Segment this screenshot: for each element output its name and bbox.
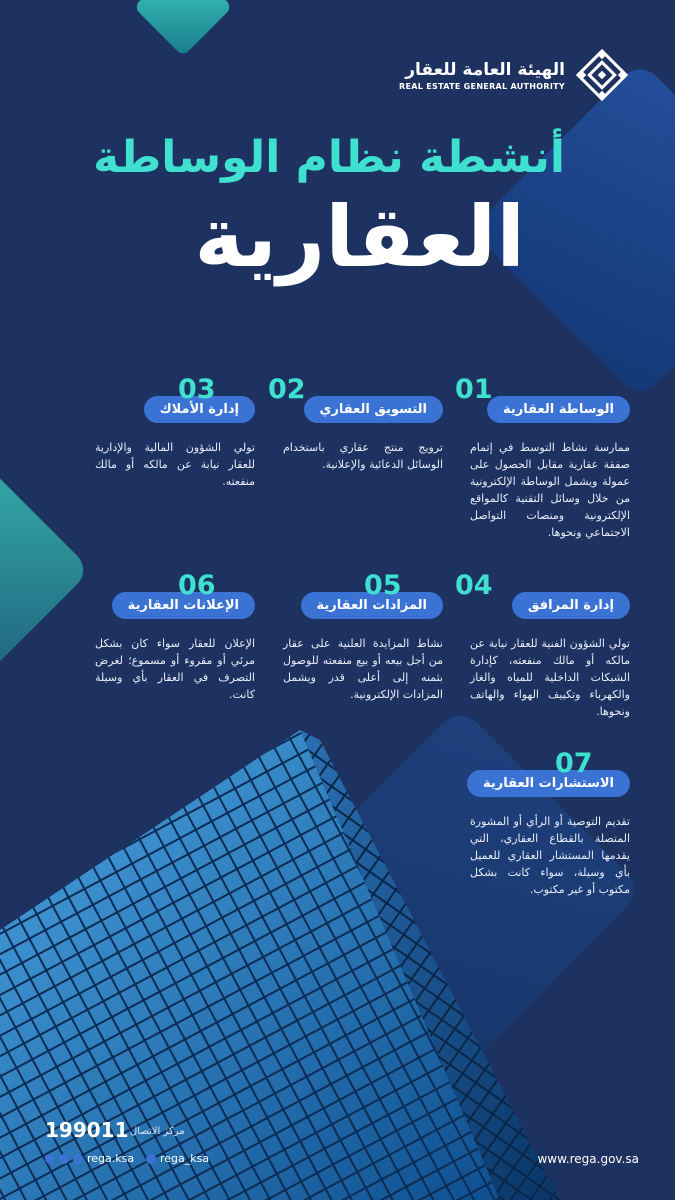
activity-number: 04 <box>455 570 493 601</box>
hotline-number[interactable]: 199011 <box>45 1118 129 1142</box>
activity-card-04 <box>455 570 630 720</box>
activity-card-06 <box>80 570 255 703</box>
logo-english-name: REAL ESTATE GENERAL AUTHORITY <box>399 81 565 91</box>
social-handle-text: rega_ksa <box>160 1152 210 1165</box>
logo-emblem-icon <box>575 48 629 102</box>
footer <box>0 1110 675 1200</box>
activity-description: نشاط المزايدة العلنية على عقار من أجل بيعه أو بيع منفعته للوصول بثمنه إلى أعلى قدر ويشمل المزادات الإلكترونية. <box>283 637 443 701</box>
social-media-icon <box>73 1154 83 1164</box>
activity-card-05 <box>268 570 443 703</box>
authority-logo <box>399 48 629 102</box>
activity-description: تقديم التوصية أو الرأي أو المشورة المتصلة بالقطاع العقاري، التي يقدمها المستشار العقاري للعميل بأي وسيلة، سواء كانت بشكل مكتوب أو غير مكتوب. <box>470 815 630 896</box>
activity-label: الإعلانات العقارية <box>112 592 255 619</box>
activity-card-02 <box>268 374 443 473</box>
social-media-icon <box>59 1154 69 1164</box>
activity-label: الاستشارات العقارية <box>467 770 630 797</box>
activity-number: 02 <box>268 374 306 405</box>
activity-description: ترويج منتج عقاري باستخدام الوسائل الدعائية والإعلانية. <box>283 441 443 471</box>
activity-description: الإعلان للعقار سواء كان بشكل مرئي أو مقروء أو مسموع؛ لغرض التصرف في العقار بأي وسيلة كانت. <box>95 637 255 701</box>
activity-description: تولي الشؤون الفنية للعقار نيابة عن مالكه أو مالك منفعته، كإدارة الشبكات الداخلية للمياه والغاز والكهرباء وتكييف الهواء والهاتف ونحوها. <box>470 637 630 718</box>
activity-label: إدارة الأملاك <box>144 396 255 423</box>
activity-description: تولي الشؤون المالية والإدارية للعقار نيابة عن مالكه أو مالك منفعته. <box>95 441 255 488</box>
social-media-icon <box>45 1154 55 1164</box>
activity-label: إدارة المرافق <box>512 592 630 619</box>
activity-number: 05 <box>364 570 402 601</box>
activity-card-01 <box>455 374 630 541</box>
activity-number: 07 <box>555 748 593 779</box>
activity-label: المزادات العقارية <box>301 592 443 619</box>
decorative-diamond-left <box>0 429 91 712</box>
activity-card-03 <box>80 374 255 490</box>
social-handle-2[interactable] <box>146 1152 209 1165</box>
activity-number: 01 <box>455 374 493 405</box>
twitter-icon <box>146 1154 156 1164</box>
hotline-label: مركز الاتصال <box>130 1126 185 1137</box>
activity-label: الوساطة العقارية <box>487 396 630 423</box>
decorative-diamond-top <box>134 0 233 56</box>
social-handle-text: rega.ksa <box>87 1152 135 1165</box>
activity-number: 03 <box>178 374 216 405</box>
logo-text <box>399 60 565 91</box>
logo-arabic-name: الهيئة العامة للعقار <box>405 59 565 80</box>
activity-description: ممارسة نشاط التوسط في إتمام صفقة عقارية مقابل الحصول على عمولة ويشمل الوساطة الإلكترونية من خلال وسائل التقنية كالمواقع الإلكترونية ومنصات التواصل الاجتماعي ونحوها. <box>470 441 630 539</box>
page-title-line-1: أنشطة نظام الوساطة <box>93 132 565 183</box>
activity-number: 06 <box>178 570 216 601</box>
activity-label: التسويق العقاري <box>304 396 443 423</box>
social-handle-1[interactable] <box>45 1152 134 1165</box>
page-title-line-2: العقارية <box>194 188 525 286</box>
website-link[interactable]: www.rega.gov.sa <box>537 1152 639 1166</box>
